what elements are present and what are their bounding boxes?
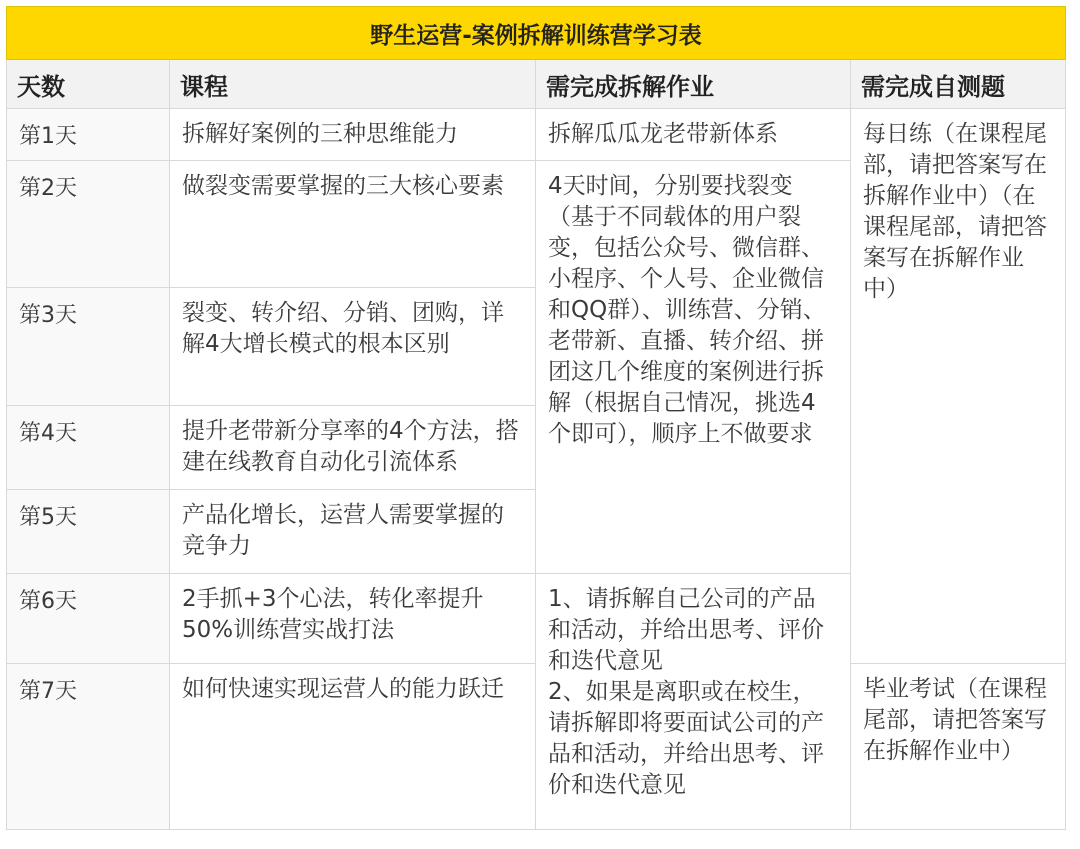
day-cell: 第5天 — [7, 490, 170, 574]
selftest-cell: 毕业考试（在课程尾部，请把答案写在拆解作业中） — [851, 664, 1066, 830]
study-plan-table — [6, 6, 1066, 830]
table-row — [7, 109, 1066, 161]
day-cell: 第1天 — [7, 109, 170, 161]
header-selftest: 需完成自测题 — [851, 60, 1066, 109]
course-cell: 裂变、转介绍、分销、团购，详解4大增长模式的根本区别 — [170, 288, 536, 406]
day-cell: 第6天 — [7, 574, 170, 664]
header-homework: 需完成拆解作业 — [536, 60, 851, 109]
course-cell: 如何快速实现运营人的能力跃迁 — [170, 664, 536, 830]
day-cell: 第3天 — [7, 288, 170, 406]
header-course: 课程 — [170, 60, 536, 109]
course-cell: 提升老带新分享率的4个方法，搭建在线教育自动化引流体系 — [170, 406, 536, 490]
day-cell: 第2天 — [7, 161, 170, 288]
homework-cell: 1、请拆解自己公司的产品和活动，并给出思考、评价和迭代意见 2、如果是离职或在校生，请拆解即将要面试公司的产品和活动，并给出思考、评价和迭代意见 — [536, 574, 851, 830]
course-cell: 做裂变需要掌握的三大核心要素 — [170, 161, 536, 288]
course-cell: 拆解好案例的三种思维能力 — [170, 109, 536, 161]
day-cell: 第7天 — [7, 664, 170, 830]
header-days: 天数 — [7, 60, 170, 109]
selftest-cell: 每日练（在课程尾部，请把答案写在拆解作业中）（在课程尾部，请把答案写在拆解作业中） — [851, 109, 1066, 664]
course-cell: 2手抓+3个心法，转化率提升50%训练营实战打法 — [170, 574, 536, 664]
table-title: 野生运营-案例拆解训练营学习表 — [7, 7, 1066, 60]
course-cell: 产品化增长，运营人需要掌握的竞争力 — [170, 490, 536, 574]
homework-cell: 4天时间，分别要找裂变（基于不同载体的用户裂变，包括公众号、微信群、小程序、个人号、企业微信和QQ群）、训练营、分销、老带新、直播、转介绍、拼团这几个维度的案例进行拆解（根据自己情况，挑选4个即可），顺序上不做要求 — [536, 161, 851, 574]
day-cell: 第4天 — [7, 406, 170, 490]
homework-cell: 拆解瓜瓜龙老带新体系 — [536, 109, 851, 161]
